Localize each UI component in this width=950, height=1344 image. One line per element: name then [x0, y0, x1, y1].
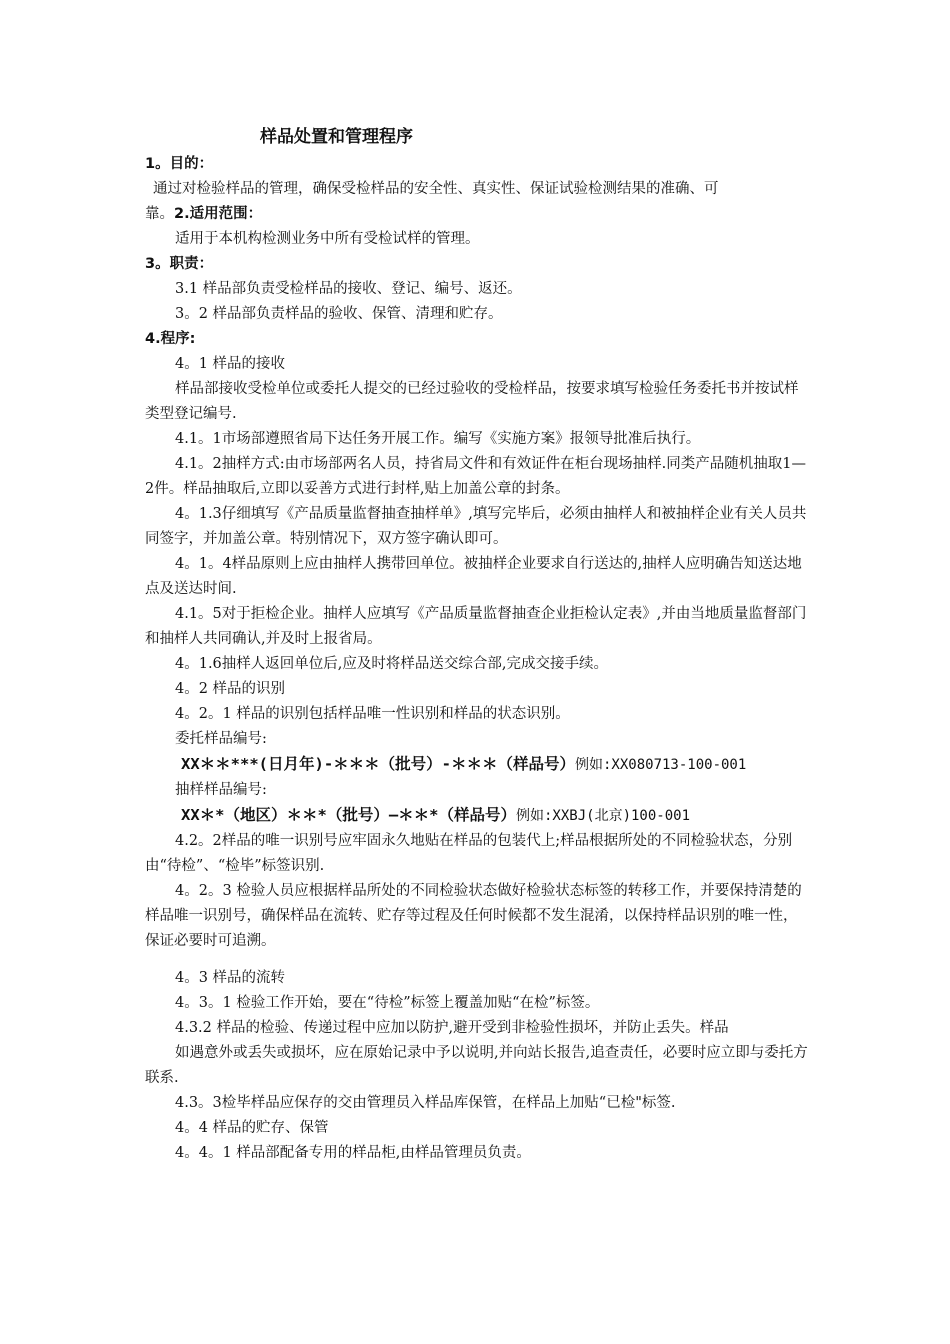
- section-4-1-4: 4。1。4样品原则上应由抽样人携带回单位。被抽样企业要求自行送达的,抽样人应明确告知送达地点及送达时间.: [145, 556, 802, 597]
- section-4-2-1: 4。2。1 样品的识别包括样品唯一性识别和样品的状态识别。: [175, 706, 570, 722]
- section-1-text: 通过对检验样品的管理，确保受检样品的安全性、真实性、保证试验检测结果的准确、可: [153, 181, 719, 197]
- section-2-text: 适用于本机构检测业务中所有受检试样的管理。: [175, 231, 480, 247]
- section-1-heading: 1。目的：: [145, 156, 214, 172]
- section-4-3-heading: 4。3 样品的流转: [175, 970, 286, 986]
- document-page: [145, 118, 810, 1166]
- section-4-3-1: 4。3。1 检验工作开始，要在“待检”标签上覆盖加贴“在检”标签。: [175, 995, 600, 1011]
- section-4-1-6: 4。1.6抽样人返回单位后,应及时将样品送交综合部,完成交接手续。: [175, 656, 609, 672]
- section-4-3-3: 4.3。3检毕样品应保存的交由管理员入样品库保管，在样品上加贴“已检"标签.: [175, 1095, 676, 1111]
- section-4-1-5: 4.1。5对于拒检企业。抽样人应填写《产品质量监督抽查企业拒检认定表》,并由当地质量监督部门和抽样人共同确认,并及时上报省局。: [145, 606, 807, 647]
- section-4-1-text: 样品部接收受检单位或委托人提交的已经过验收的受检样品，按要求填写检验任务委托书并按试样类型登记编号.: [145, 381, 799, 422]
- section-4-heading: 4.程序:: [145, 331, 196, 347]
- sampling-number-format: XX＊*（地区）＊＊*（批号）—＊＊*（样品号）例如:XXBJ(北京)100-001: [181, 806, 691, 824]
- section-4-4-1: 4。4。1 样品部配备专用的样品柜,由样品管理员负责。: [175, 1145, 531, 1161]
- section-4-3-2-continued: 如遇意外或丢失或损坏，应在原始记录中予以说明,并向站长报告,追查责任，必要时应立即与委托方联系.: [145, 1045, 808, 1086]
- spacer: [145, 954, 810, 966]
- section-4-1-1: 4.1。1市场部遵照省局下达任务开展工作。编写《实施方案》报领导批准后执行。: [175, 431, 701, 447]
- section-4-4-heading: 4。4 样品的贮存、保管: [175, 1120, 329, 1136]
- section-4-1-heading: 4。1 样品的接收: [175, 356, 286, 372]
- page-title: 样品处置和管理程序: [260, 127, 413, 147]
- section-4-2-3: 4。2。3 检验人员应根据样品所处的不同检验状态做好检验状态标签的转移工作，并要保持清楚的样品唯一识别号，确保样品在流转、贮存等过程及任何时候都不发生混淆，以保持样品识别的唯一性，保证必要时可追溯。: [145, 883, 802, 949]
- section-1-text-end: 靠。2.适用范围：: [145, 206, 263, 222]
- sampling-number-label: 抽样样品编号:: [175, 782, 267, 798]
- entrust-number-format: XX＊＊***(日月年)-＊＊＊（批号）-＊＊＊（样品号）例如:XX080713-100-001: [181, 755, 747, 773]
- entrust-number-label: 委托样品编号:: [175, 731, 267, 747]
- section-3-heading: 3。职责：: [145, 256, 214, 272]
- section-4-3-2: 4.3.2 样品的检验、传递过程中应加以防护,避开受到非检验性损坏，并防止丢失。样品: [175, 1020, 729, 1036]
- section-4-1-3: 4。1.3仔细填写《产品质量监督抽查抽样单》,填写完毕后，必须由抽样人和被抽样企业有关人员共同签字，并加盖公章。特别情况下，双方签字确认即可。: [145, 506, 807, 547]
- section-3-1: 3.1 样品部负责受检样品的接收、登记、编号、返还。: [175, 281, 522, 297]
- section-3-2: 3。2 样品部负责样品的验收、保管、清理和贮存。: [175, 306, 503, 322]
- section-4-1-2: 4.1。2抽样方式:由市场部两名人员，持省局文件和有效证件在柜台现场抽样.同类产品随机抽取1—2件。样品抽取后,立即以妥善方式进行封样,贴上加盖公章的封条。: [145, 456, 807, 497]
- section-2-heading: 2.适用范围：: [174, 206, 263, 222]
- section-4-2-heading: 4。2 样品的识别: [175, 681, 286, 697]
- section-4-2-2: 4.2。2样品的唯一识别号应牢固永久地贴在样品的包装代上;样品根据所处的不同检验状态，分别由“待检”、“检毕”标签识别.: [145, 833, 793, 874]
